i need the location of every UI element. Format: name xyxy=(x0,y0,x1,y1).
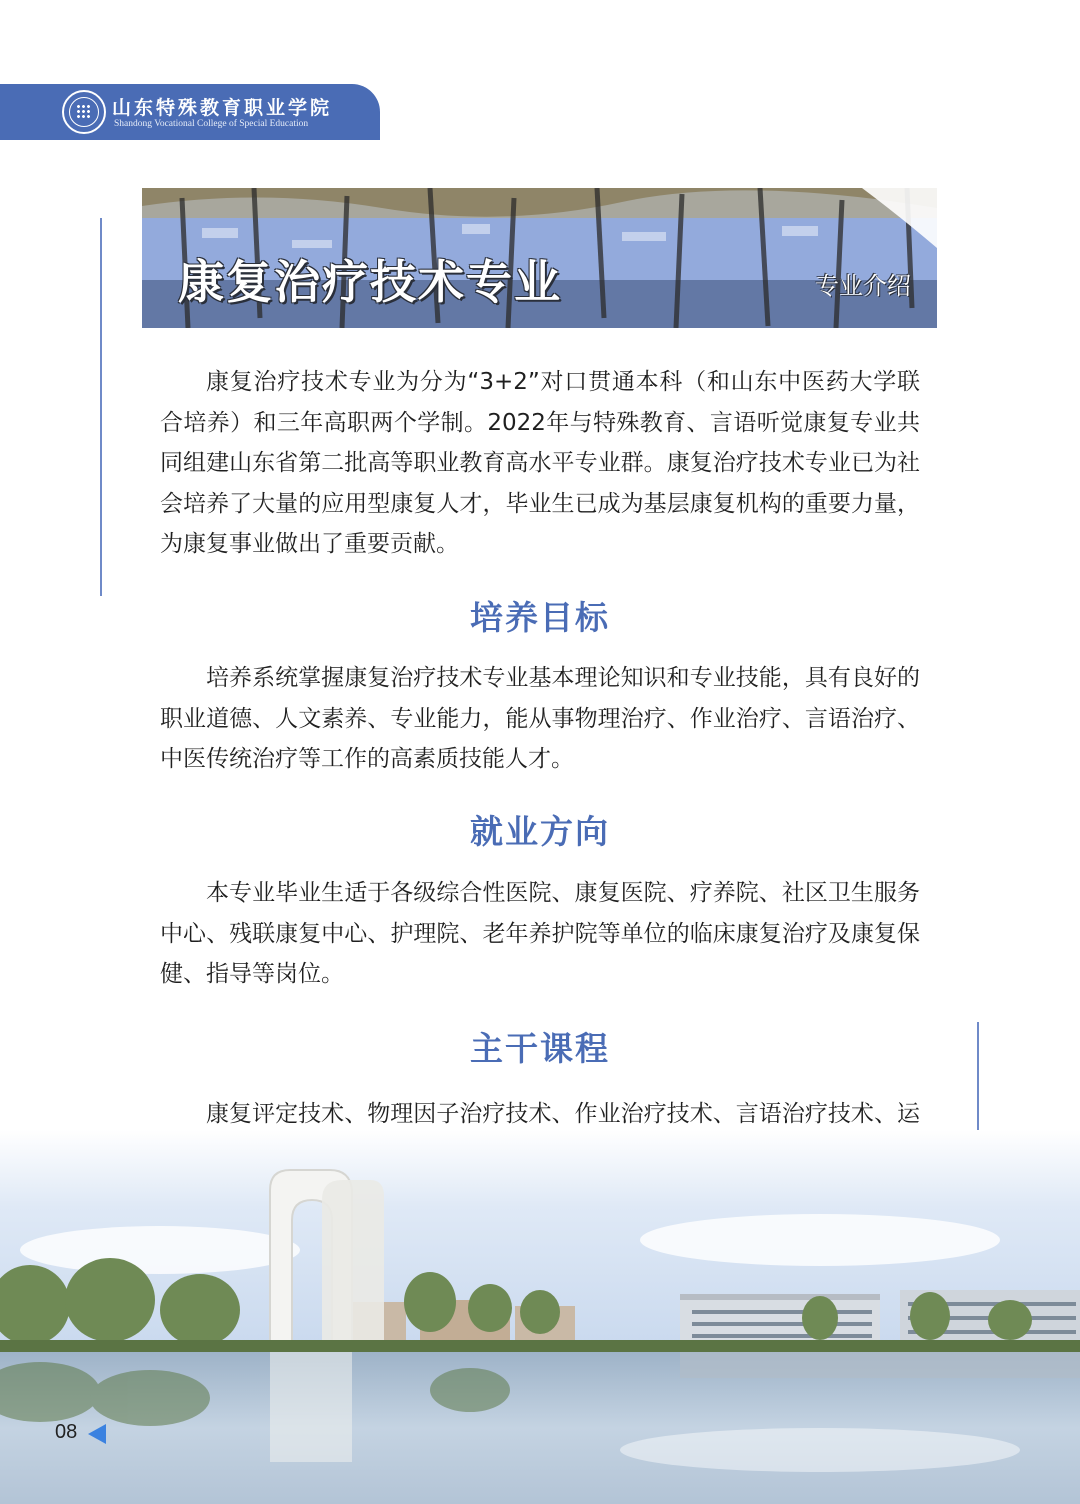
section-text-goals: 培养系统掌握康复治疗技术专业基本理论知识和专业技能，具有良好的职业道德、人文素养、专业能力，能从事物理治疗、作业治疗、言语治疗、中医传统治疗等工作的高素质技能人才。 xyxy=(160,665,920,772)
page-number: 08 xyxy=(55,1421,78,1443)
school-name-cn: 山东特殊教育职业学院 xyxy=(112,97,333,119)
section-title-goals: 培养目标 xyxy=(470,598,610,637)
section-title-courses: 主干课程 xyxy=(470,1029,610,1068)
school-logo xyxy=(62,90,106,134)
decorative-line-left xyxy=(100,218,102,596)
section-text-courses: 康复评定技术、物理因子治疗技术、作业治疗技术、言语治疗技术、运 xyxy=(206,1101,920,1127)
section-title-employment: 就业方向 xyxy=(470,812,610,851)
arrow-left-icon xyxy=(88,1424,106,1444)
section-text-employment: 本专业毕业生适于各级综合性医院、康复医院、疗养院、社区卫生服务中心、残联康复中心、护理院、老年养护院等单位的临床康复治疗及康复保健、指导等岗位。 xyxy=(160,880,920,987)
campus-lake-photo xyxy=(0,1130,1080,1504)
banner-title: 康复治疗技术专业 xyxy=(178,255,562,309)
header-tab xyxy=(0,84,380,140)
school-name-en: Shandong Vocational College of Special Education xyxy=(114,119,309,129)
title-banner xyxy=(142,188,937,328)
intro-paragraph: 康复治疗技术专业为分为“3+2”对口贯通本科（和山东中医药大学联合培养）和三年高职两个学制。2022年与特殊教育、言语听觉康复专业共同组建山东省第二批高等职业教育高水平专业群。康复治疗技术专业已为社会培养了大量的应用型康复人才，毕业生已成为基层康复机构的重要力量，为康复事业做出了重要贡献。 xyxy=(160,369,920,557)
banner-tag: 专业介绍 xyxy=(815,272,911,300)
